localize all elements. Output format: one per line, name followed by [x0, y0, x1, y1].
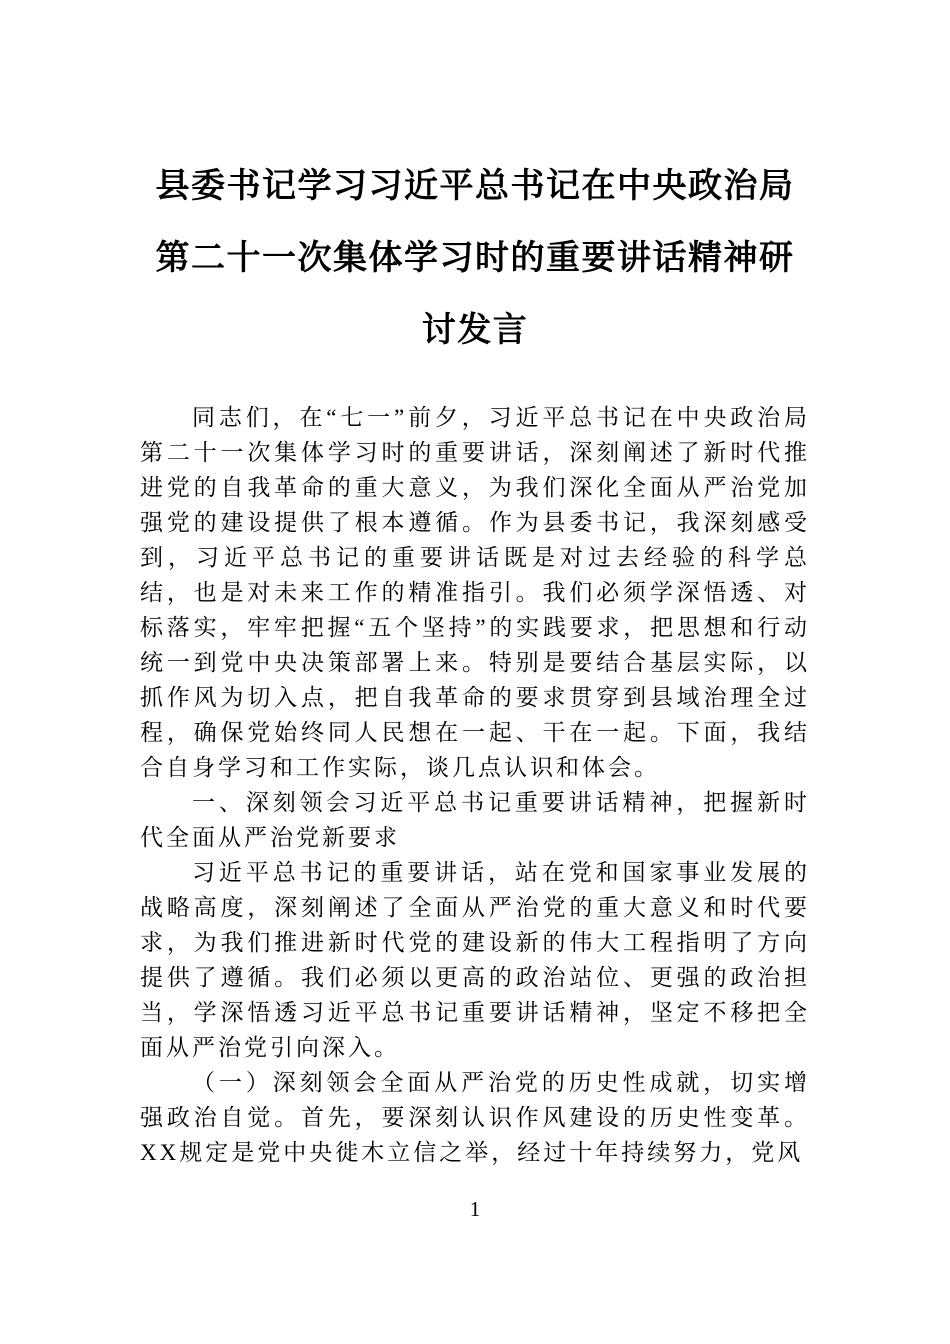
title-line-2: 第二十一次集体学习时的重要讲话精神研: [155, 239, 795, 277]
paragraph-section-overview: 习近平总书记的重要讲话，站在党和国家事业发展的战略高度，深刻阐述了全面从严治党的重大意义和时代要求，为我们推进新时代党的建设新的伟大工程指明了方向提供了遵循。我们必须以更高的政治站位、更强的政治担当，学深悟透习近平总书记重要讲话精神，坚定不移把全面从严治党引向深入。: [140, 860, 810, 1060]
page-number: 1: [469, 1197, 481, 1221]
document-body: [140, 400, 810, 1170]
title-line-1: 县委书记学习习近平总书记在中央政治局: [155, 167, 795, 205]
document-title: [140, 150, 810, 366]
title-line-3: 讨发言: [421, 311, 529, 349]
section-heading-1: 一、深刻领会习近平总书记重要讲话精神，把握新时代全面从严治党新要求: [140, 790, 810, 850]
paragraph-intro: 同志们，在“七一”前夕，习近平总书记在中央政治局第二十一次集体学习时的重要讲话，深刻阐述了新时代推进党的自我革命的重大意义，为我们深化全面从严治党加强党的建设提供了根本遵循。作为县委书记，我深刻感受到，习近平总书记的重要讲话既是对过去经验的科学总结，也是对未来工作的精准指引。我们必须学深悟透、对标落实，牢牢把握“五个坚持”的实践要求，把思想和行动统一到党中央决策部署上来。特别是要结合基层实际，以抓作风为切入点，把自我革命的要求贯穿到县域治理全过程，确保党始终同人民想在一起、干在一起。下面，我结合自身学习和工作实际，谈几点认识和体会。: [140, 405, 810, 780]
paragraph-subsection-1: （一）深刻领会全面从严治党的历史性成就，切实增强政治自觉。首先，要深刻认识作风建设的历史性变革。XX规定是党中央徙木立信之举，经过十年持续努力，党风: [140, 1070, 810, 1165]
